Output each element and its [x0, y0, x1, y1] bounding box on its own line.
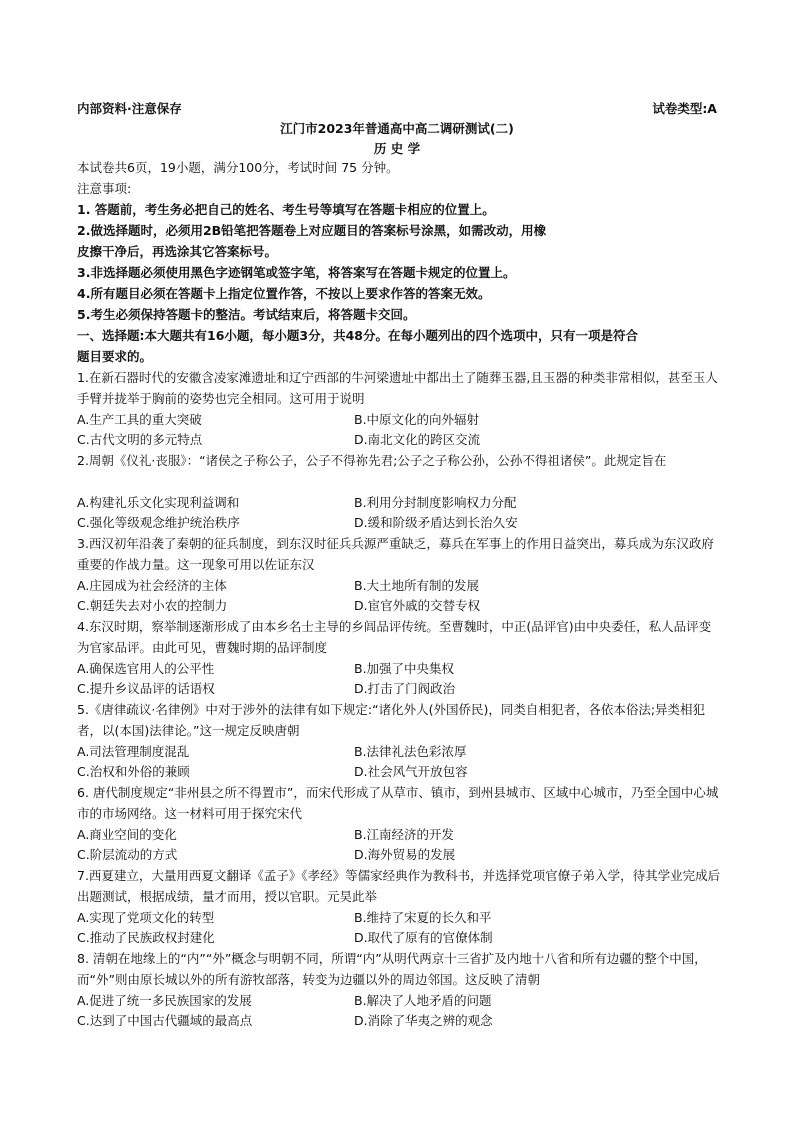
question-2-option-c[interactable]: C.强化等级观念维护统治秩序 — [77, 515, 240, 530]
question-8-stem: 8. 清朝在地缘上的“内”“外”概念与明朝不同，所谓“内”从明代两京十三省扩及内地十八省和所有边疆的整个中国，而“外”则由原长城以外的所有游牧部落，转变为边疆以外的周边邻国。这反映了清朝 — [77, 951, 707, 987]
note-5: 5.考生必须保持答题卡的整洁。考试结束后，将答题卡交回。 — [77, 307, 416, 322]
question-6-option-d[interactable]: D.海外贸易的发展 — [354, 847, 456, 862]
note-3: 3.非选择题必须使用黑色字迹钢笔或签字笔，将答案写在答题卡规定的位置上。 — [77, 265, 516, 280]
question-1-option-a[interactable]: A.生产工具的重大突破 — [77, 412, 202, 427]
confidential-label: 内部资料·注意保存 — [77, 101, 182, 116]
question-1-option-b[interactable]: B.中原文化的向外辐射 — [354, 412, 480, 427]
question-4-option-c[interactable]: C.提升乡议品评的话语权 — [77, 681, 215, 696]
question-5-option-a[interactable]: A.司法管理制度混乱 — [77, 744, 190, 759]
question-2-options-row-2 — [77, 514, 717, 534]
question-5-option-c[interactable]: C.治权和外俗的兼顾 — [77, 764, 190, 779]
question-7-option-c[interactable]: C.推动了民族政权封建化 — [77, 930, 215, 945]
section-heading-cont: 题目要求的。 — [77, 349, 153, 364]
question-5-options-row-2 — [77, 763, 717, 783]
question-6-options-row-1 — [77, 826, 717, 846]
exam-title: 江门市2023年普通高中高二调研测试(二) — [280, 121, 514, 136]
question-2-stem: 2.周朝《仪礼·丧服》：“诸侯之子称公子，公子不得祢先君;公子之子称公孙，公孙不得祖诸侯”。此规定旨在 — [77, 453, 667, 468]
question-3-option-a[interactable]: A.庄园成为社会经济的主体 — [77, 578, 227, 593]
question-8-option-a[interactable]: A.促进了统一多民族国家的发展 — [77, 993, 252, 1008]
question-4-option-d[interactable]: D.打击了门阀政治 — [354, 681, 456, 696]
question-4-stem: 4.东汉时期，察举制逐渐形成了由本乡名士主导的乡闾品评传统。至曹魏时，中正(品评官)由中央委任，私人品评变为官家品评。由此可见，曹魏时期的品评制度 — [77, 619, 712, 655]
note-4: 4.所有题目必须在答题卡上指定位置作答，不按以上要求作答的答案无效。 — [77, 286, 491, 301]
question-8-options-row-1 — [77, 992, 717, 1012]
notes-title: 注意事项: — [77, 181, 132, 196]
question-8-option-b[interactable]: B.解决了人地矛盾的问题 — [354, 993, 492, 1008]
question-8-option-c[interactable]: C.达到了中国古代疆域的最高点 — [77, 1013, 253, 1028]
question-5-option-d[interactable]: D.社会风气开放包容 — [354, 764, 468, 779]
question-2-options-row-1 — [77, 494, 717, 514]
question-8-option-d[interactable]: D.消除了华夷之辨的观念 — [354, 1013, 493, 1028]
question-7-option-b[interactable]: B.维持了宋夏的长久和平 — [354, 910, 492, 925]
question-1-option-d[interactable]: D.南北文化的跨区交流 — [354, 432, 481, 447]
question-4-option-a[interactable]: A.确保选官用人的公平性 — [77, 661, 215, 676]
question-1-options-row-1 — [77, 411, 717, 431]
question-7-stem: 7.西夏建立，大量用西夏文翻译《孟子》《孝经》等儒家经典作为教科书，并选择党项官僚子弟入学，待其学业完成后出题测试，根据成绩，量才而用，授以官职。元昊此举 — [77, 868, 721, 904]
question-5-stem: 5.《唐律疏议·名律例》中对于涉外的法律有如下规定:“诸化外人(外国侨民)，同类自相犯者，各依本俗法;异类相犯者，以(本国)法律论。”这一规定反映唐朝 — [77, 702, 706, 738]
subject-title: 历 史 学 — [373, 141, 421, 156]
question-1-stem: 1.在新石器时代的安徽含凌家滩遗址和辽宁西部的牛河梁遗址中都出土了随葬玉器,且玉器的种类非常相似，甚至玉人手臂并拢举于胸前的姿势也完全相同。这可用于说明 — [77, 370, 718, 406]
question-6-options-row-2 — [77, 846, 717, 866]
question-3-option-b[interactable]: B.大土地所有制的发展 — [354, 578, 480, 593]
paper-summary: 本试卷共6页，19小题，满分100分，考试时间 75 分钟。 — [77, 160, 399, 175]
question-2-option-b[interactable]: B.利用分封制度影响权力分配 — [354, 495, 517, 510]
question-3-stem: 3.西汉初年沿袭了秦朝的征兵制度，到东汉时征兵兵源严重缺乏，募兵在军事上的作用日益突出，募兵成为东汉政府重要的作战力量。这一现象可用以佐证东汉 — [77, 536, 714, 572]
question-7-options-row-2 — [77, 929, 717, 949]
question-3-option-c[interactable]: C.朝廷失去对小农的控制力 — [77, 598, 228, 613]
question-1-option-c[interactable]: C.古代文明的多元特点 — [77, 432, 203, 447]
question-4-option-b[interactable]: B.加强了中央集权 — [354, 661, 455, 676]
question-2-option-a[interactable]: A.构建礼乐文化实现利益调和 — [77, 495, 240, 510]
question-4-options-row-1 — [77, 660, 717, 680]
section-heading: 一、选择题:本大题共有16小题，每小题3分，共48分。在每小题列出的四个选项中，只有一项是符合 — [77, 328, 638, 343]
paper-type-label: 试卷类型:A — [652, 101, 717, 116]
question-8-options-row-2 — [77, 1012, 717, 1032]
question-3-options-row-2 — [77, 597, 717, 617]
question-6-option-b[interactable]: B.江南经济的开发 — [354, 827, 455, 842]
question-6-option-c[interactable]: C.阶层流动的方式 — [77, 847, 178, 862]
question-7-option-a[interactable]: A.实现了党项文化的转型 — [77, 910, 215, 925]
question-3-options-row-1 — [77, 577, 717, 597]
question-5-options-row-1 — [77, 743, 717, 763]
note-2: 2.做选择题时，必须用2B铅笔把答题卷上对应题目的答案标号涂黑，如需改动，用橡 — [77, 223, 547, 238]
question-6-option-a[interactable]: A.商业空间的变化 — [77, 827, 177, 842]
question-3-option-d[interactable]: D.宦官外戚的交替专权 — [354, 598, 481, 613]
question-4-options-row-2 — [77, 680, 717, 700]
question-7-options-row-1 — [77, 909, 717, 929]
question-2-option-d[interactable]: D.缓和阶级矛盾达到长治久安 — [354, 515, 518, 530]
note-1: 1. 答题前，考生务必把自己的姓名、考生号等填写在答题卡相应的位置上。 — [77, 202, 495, 217]
question-7-option-d[interactable]: D.取代了原有的官僚体制 — [354, 930, 493, 945]
question-1-options-row-2 — [77, 431, 717, 451]
question-6-stem: 6. 唐代制度规定“非州县之所不得置市”，而宋代形成了从草市、镇市，到州县城市、区域中心城市，乃至全国中心城市的市场网络。这一材料可用于探究宋代 — [77, 785, 719, 821]
top-header — [77, 99, 717, 117]
note-2-cont: 皮擦干净后，再选涂其它答案标号。 — [77, 244, 278, 259]
question-5-option-b[interactable]: B.法律礼法色彩浓厚 — [354, 744, 467, 759]
